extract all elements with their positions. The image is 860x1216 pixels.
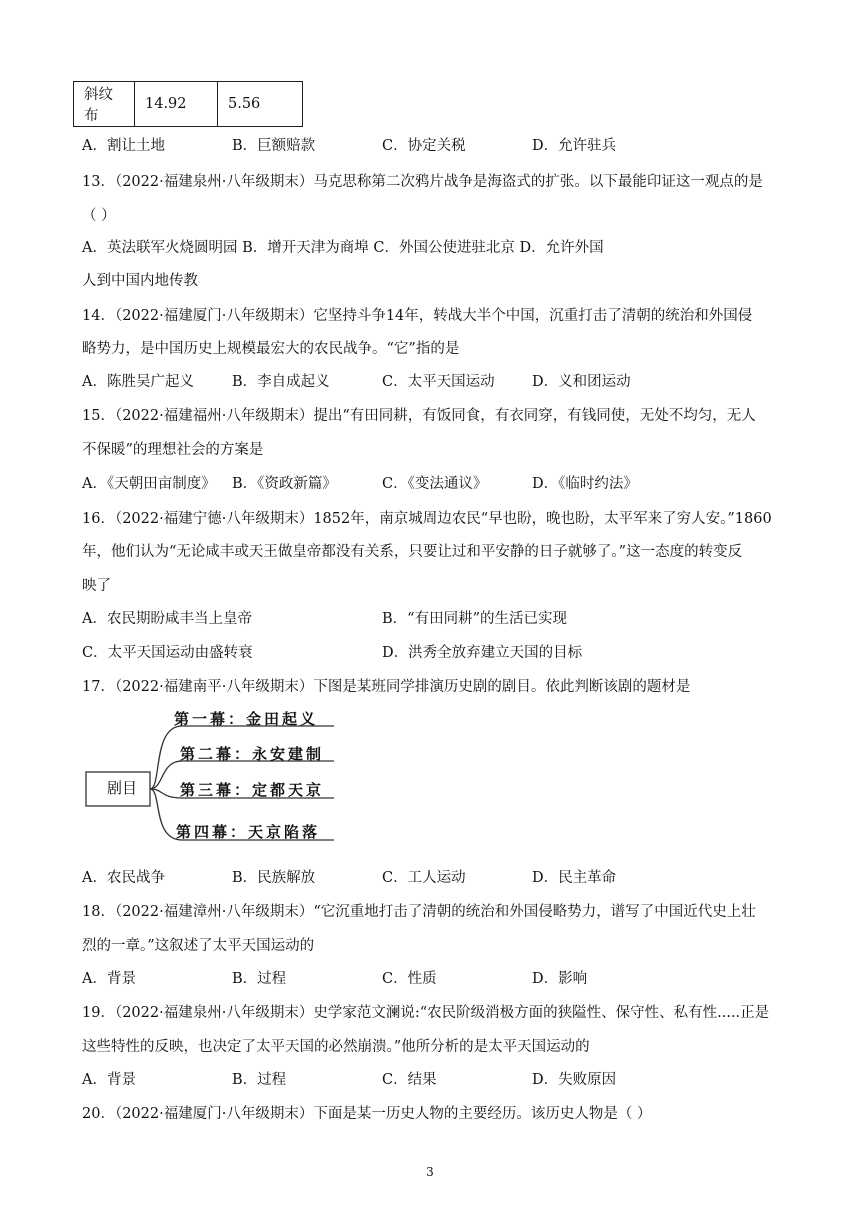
option-a[interactable]: A．陈胜吴广起义	[82, 374, 194, 390]
option-b[interactable]: B．民族解放	[232, 870, 316, 886]
q15-stem: 15．（2022·福建福州·八年级期末）提出“有田同耕，有饭同食，有衣同穿，有钱同使，无处不均匀，无人	[82, 408, 756, 424]
option-c[interactable]: C．工人运动	[382, 870, 466, 886]
option-b[interactable]: B．过程	[232, 1072, 287, 1088]
q14-stem: 14．（2022·福建厦门·八年级期末）它坚持斗争14年，转战大半个中国，沉重打击了清朝的统治和外国侵	[82, 308, 753, 324]
q16-stem-cont: 映了	[82, 578, 111, 594]
q15-stem-cont: 不保暖”的理想社会的方案是	[82, 442, 264, 458]
option-d[interactable]: D．洪秀全放弃建立天国的目标	[382, 645, 583, 661]
option-b[interactable]: B．“有田同耕”的生活已实现	[382, 611, 567, 627]
option-c[interactable]: C．结果	[382, 1072, 437, 1088]
option-c[interactable]: C．《变法通议》	[382, 476, 488, 492]
q18-stem-cont: 烈的一章。”这叙述了太平天国运动的	[82, 938, 315, 954]
option-b[interactable]: B．李自成起义	[232, 374, 330, 390]
q18-stem: 18．（2022·福建漳州·八年级期末）“它沉重地打击了清朝的统治和外国侵略势力，谱写了中国近代史上壮	[82, 904, 756, 920]
option-a[interactable]: A．《天朝田亩制度》	[82, 476, 216, 492]
option-a[interactable]: A．背景	[82, 1072, 136, 1088]
table-cell: 14.92	[135, 82, 218, 127]
page-number: 3	[426, 1165, 434, 1179]
option-d[interactable]: D．影响	[532, 971, 588, 987]
diagram-root-label: 剧目	[106, 779, 137, 797]
q13-options-cont: 人到中国内地传教	[82, 273, 198, 289]
act-2: 第二幕：永安建制	[180, 745, 325, 763]
q19-stem: 19．（2022·福建泉州·八年级期末）史学家范文澜说:“农民阶级消极方面的狭隘性、保守性、私有性.....正是	[82, 1005, 770, 1021]
act-3: 第三幕：定都天京	[180, 781, 325, 799]
option-a[interactable]: A．农民战争	[82, 870, 165, 886]
data-table-fragment	[73, 81, 303, 127]
option-d[interactable]: D．失败原因	[532, 1072, 617, 1088]
q20-stem: 20．（2022·福建厦门·八年级期末）下面是某一历史人物的主要经历。该历史人物是（ ）	[82, 1106, 652, 1122]
play-program-diagram	[82, 710, 342, 854]
option-b[interactable]: B．《资政新篇》	[232, 476, 337, 492]
q13-stem: 13．（2022·福建泉州·八年级期末）马克思称第二次鸦片战争是海盗式的扩张。以下最能印证这一观点的是	[82, 174, 763, 190]
q16-stem: 16．（2022·福建宁德·八年级期末）1852年，南京城周边农民“早也盼，晚也盼，太平军来了穷人安。”1860	[82, 511, 772, 527]
table-cell: 斜纹布	[74, 82, 135, 127]
option-d[interactable]: D．民主革命	[532, 870, 617, 886]
option-d[interactable]: D．允许驻兵	[532, 138, 617, 154]
option-c[interactable]: C．性质	[382, 971, 437, 987]
q13-options[interactable]: A．英法联军火烧圆明园 B．增开天津为商埠 C．外国公使进驻北京 D．允许外国	[82, 240, 604, 256]
q14-stem-cont: 略势力，是中国历史上规模最宏大的农民战争。“它”指的是	[82, 341, 460, 357]
option-d[interactable]: D．《临时约法》	[532, 476, 638, 492]
q13-stem-cont: （ ）	[82, 208, 116, 224]
act-1: 第一幕：金田起义	[174, 710, 319, 728]
option-a[interactable]: A．割让土地	[82, 138, 165, 154]
option-a[interactable]: A．农民期盼咸丰当上皇帝	[82, 611, 252, 627]
table-cell: 5.56	[218, 82, 303, 127]
option-c[interactable]: C．太平天国运动由盛转衰	[82, 645, 253, 661]
act-4: 第四幕：天京陷落	[176, 823, 321, 841]
option-d[interactable]: D．义和团运动	[532, 374, 631, 390]
option-a[interactable]: A．背景	[82, 971, 136, 987]
option-b[interactable]: B．过程	[232, 971, 287, 987]
q17-stem: 17．（2022·福建南平·八年级期末）下图是某班同学排演历史剧的剧目。依此判断该剧的题材是	[82, 679, 691, 695]
q16-stem-cont: 年，他们认为“无论咸丰或天王做皇帝都没有关系，只要让过和平安静的日子就够了。”这一态度的转变反	[82, 544, 743, 560]
table-row	[74, 82, 303, 127]
option-b[interactable]: B．巨额赔款	[232, 138, 316, 154]
option-c[interactable]: C．太平天国运动	[382, 374, 495, 390]
q19-stem-cont: 这些特性的反映，也决定了太平天国的必然崩溃。”他所分析的是太平天国运动的	[82, 1039, 590, 1055]
option-c[interactable]: C．协定关税	[382, 138, 466, 154]
